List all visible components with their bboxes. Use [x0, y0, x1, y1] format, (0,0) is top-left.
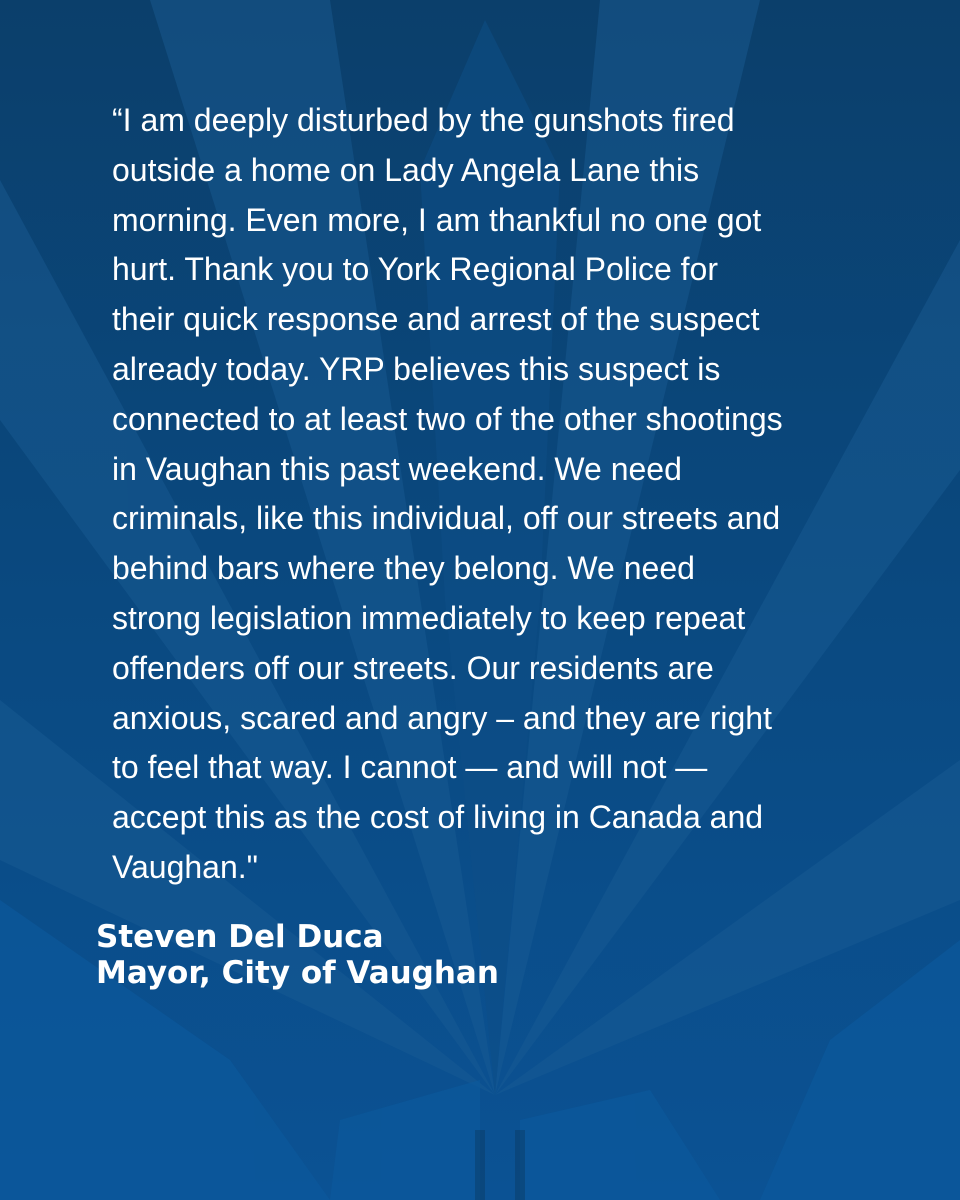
quote-line: in Vaughan this past weekend. We need — [112, 450, 682, 487]
quote-line: accept this as the cost of living in Canada and — [112, 799, 764, 836]
quote-line: outside a home on Lady Angela Lane this — [112, 151, 700, 188]
quote-line: their quick response and arrest of the suspect — [112, 301, 760, 338]
quote-line: “I am deeply disturbed by the gunshots fired — [112, 102, 735, 138]
quote-line: offenders off our streets. Our residents are — [112, 649, 714, 686]
attribution — [96, 919, 499, 991]
quote-line: criminals, like this individual, off our streets and — [112, 500, 781, 537]
quote-text — [112, 96, 882, 893]
quote-line: already today. YRP believes this suspect is — [112, 350, 721, 387]
speaker-title: Mayor, City of Vaughan — [96, 955, 499, 991]
quote-line: hurt. Thank you to York Regional Police for — [112, 251, 718, 288]
quote-line: behind bars where they belong. We need — [112, 550, 695, 587]
quote-line: to feel that way. I cannot — and will not — — [112, 749, 708, 786]
quote-line: anxious, scared and angry – and they are right — [112, 699, 772, 736]
quote-line: connected to at least two of the other shootings — [112, 400, 783, 437]
quote-line: strong legislation immediately to keep repeat — [112, 599, 746, 636]
quote-line: morning. Even more, I am thankful no one got — [112, 201, 762, 238]
speaker-name: Steven Del Duca — [96, 919, 384, 955]
quote-line: Vaughan." — [112, 848, 258, 885]
